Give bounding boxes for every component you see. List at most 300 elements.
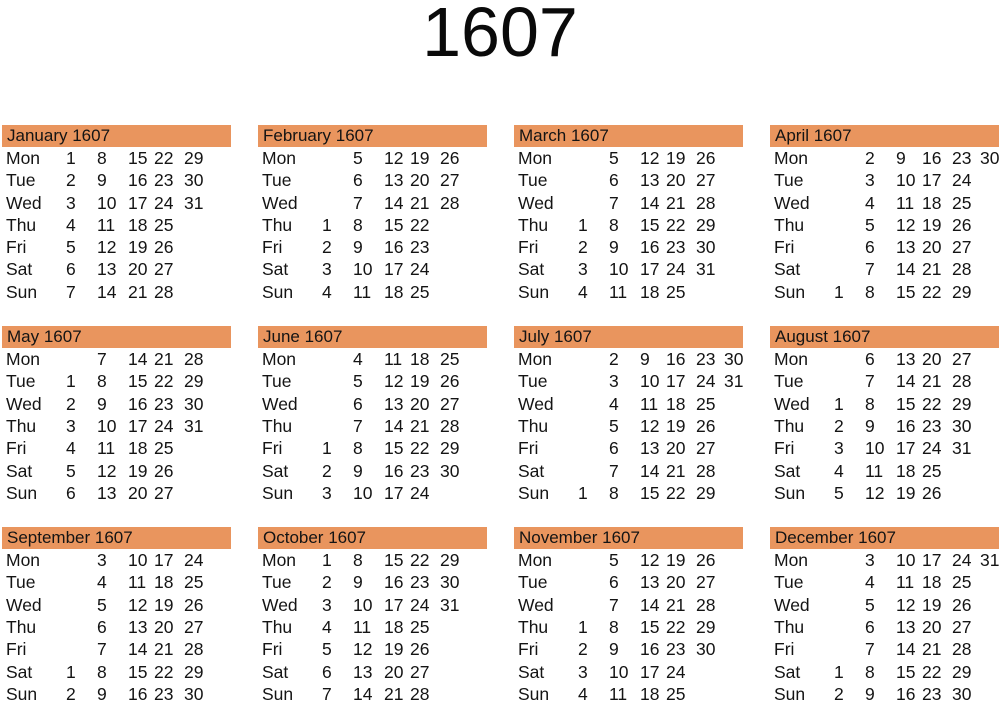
day-name-label: Wed [262,192,298,213]
week-day-row [514,616,743,638]
day-name-label: Thu [774,617,805,638]
date-cell [578,192,609,214]
date-cell [212,683,231,705]
date-cell: 2 [578,639,588,660]
week-day-row [514,460,743,482]
date-cell: 9 [353,460,363,481]
week-day-row [258,415,487,437]
date-cell: 31 [724,371,744,392]
day-name-label: Fri [518,639,539,660]
date-cell: 18 [410,349,430,370]
date-cell: 20 [922,349,942,370]
date-cell: 8 [609,482,619,503]
date-cell [980,169,999,191]
date-cell: 13 [640,572,660,593]
date-cell: 21 [666,192,686,213]
date-cell: 18 [384,617,404,638]
month-body [770,147,999,303]
date-cell: 4 [865,572,875,593]
month-header: December 1607 [770,527,999,549]
date-cell: 6 [322,661,332,682]
date-cell: 14 [97,281,117,302]
month-june [258,326,487,504]
date-cell: 29 [440,550,460,571]
date-cell: 27 [410,661,430,682]
date-cell: 22 [922,393,942,414]
date-cell: 26 [154,460,174,481]
date-cell: 12 [640,415,660,436]
date-cell: 24 [154,192,174,213]
date-cell [66,549,97,571]
date-cell [980,258,999,280]
date-cell [834,594,865,616]
date-cell: 6 [353,393,363,414]
date-cell: 12 [128,594,148,615]
date-cell: 10 [128,550,148,571]
date-cell: 15 [384,214,404,235]
day-name-label: Sun [6,281,38,302]
date-cell: 10 [609,661,629,682]
date-cell: 27 [440,393,460,414]
day-name-label: Fri [262,237,283,258]
date-cell: 3 [66,192,76,213]
date-cell [724,393,743,415]
date-cell: 17 [922,170,942,191]
month-body [258,549,487,705]
day-name-label: Mon [6,550,41,571]
date-cell: 12 [97,460,117,481]
date-cell [578,393,609,415]
date-cell: 30 [440,572,460,593]
week-day-row [2,236,231,258]
week-day-row [514,415,743,437]
date-cell: 18 [640,281,660,302]
date-cell: 14 [640,460,660,481]
date-cell: 23 [410,237,430,258]
date-cell [578,594,609,616]
date-cell: 6 [66,482,76,503]
week-day-row [770,460,999,482]
day-name-label: Sun [774,683,806,704]
date-cell: 30 [440,460,460,481]
date-cell: 4 [322,617,332,638]
day-name-label: Sun [262,281,294,302]
date-cell [980,571,999,593]
date-cell: 20 [384,661,404,682]
date-cell: 3 [322,482,332,503]
date-cell: 20 [410,170,430,191]
date-cell [724,169,743,191]
day-name-label: Sat [6,259,33,280]
week-day-row [514,594,743,616]
day-name-label: Fri [262,438,283,459]
date-cell [212,192,231,214]
date-cell: 21 [154,349,174,370]
date-cell: 29 [696,214,716,235]
date-cell: 28 [184,349,204,370]
month-january [2,125,231,303]
date-cell: 8 [865,661,875,682]
date-cell: 11 [896,192,915,213]
date-cell: 26 [440,371,460,392]
date-cell: 9 [97,170,107,191]
date-cell: 15 [384,550,404,571]
day-name-label: Tue [6,371,36,392]
date-cell: 24 [666,259,686,280]
date-cell: 20 [666,572,686,593]
date-cell [440,616,468,638]
month-header: June 1607 [258,326,487,348]
date-cell: 17 [384,594,404,615]
date-cell: 23 [922,683,942,704]
date-cell: 23 [922,415,942,436]
date-cell: 27 [952,237,972,258]
date-cell: 19 [666,148,686,168]
date-cell: 20 [128,482,148,503]
date-cell: 24 [666,661,686,682]
date-cell [322,169,353,191]
date-cell: 20 [410,393,430,414]
date-cell: 6 [609,438,619,459]
date-cell: 25 [952,572,972,593]
month-body [2,348,231,504]
week-day-row [770,147,999,169]
day-name-label: Thu [774,214,805,235]
date-cell [834,214,865,236]
date-cell [322,147,353,169]
week-day-row [2,258,231,280]
day-name-label: Wed [262,393,298,414]
date-cell: 22 [922,661,942,682]
date-cell: 2 [66,393,76,414]
date-cell: 17 [666,371,686,392]
date-cell [834,638,865,660]
month-november [514,527,743,705]
day-name-label: Wed [6,192,42,213]
week-day-row [514,370,743,392]
date-cell: 24 [410,482,430,503]
week-day-row [770,214,999,236]
week-day-row [258,393,487,415]
date-cell [980,661,999,683]
date-cell: 19 [410,148,430,168]
week-day-row [2,393,231,415]
date-cell [440,638,468,660]
date-cell [724,616,743,638]
date-cell: 16 [896,415,916,436]
day-name-label: Sun [262,683,294,704]
date-cell: 1 [578,617,588,638]
date-cell: 3 [322,259,332,280]
date-cell: 3 [609,371,619,392]
day-name-label: Thu [774,415,805,436]
date-cell: 17 [896,438,916,459]
day-name-label: Thu [262,214,293,235]
day-name-label: Sun [518,281,550,302]
date-cell [212,147,231,169]
date-cell: 26 [410,639,430,660]
date-cell [66,348,97,370]
date-cell: 7 [609,460,619,481]
day-name-label: Wed [518,393,554,414]
date-cell: 7 [353,192,363,213]
day-name-label: Fri [518,237,539,258]
date-cell: 5 [97,594,107,615]
date-cell: 2 [578,237,588,258]
date-cell [834,370,865,392]
date-cell: 5 [865,594,875,615]
date-cell: 14 [640,594,660,615]
date-cell: 10 [353,259,373,280]
date-cell [952,482,980,504]
date-cell: 14 [896,639,916,660]
date-cell: 17 [640,259,660,280]
date-cell [980,281,999,303]
week-day-row [2,661,231,683]
date-cell: 9 [609,237,619,258]
week-day-row [770,661,999,683]
week-day-row [514,393,743,415]
date-cell: 6 [353,170,363,191]
date-cell: 3 [322,594,332,615]
date-cell [212,571,231,593]
week-day-row [258,638,487,660]
day-name-label: Sun [262,482,294,503]
date-cell: 19 [922,214,942,235]
date-cell: 16 [640,639,660,660]
date-cell: 11 [865,460,884,481]
month-body [514,147,743,303]
date-cell [184,460,212,482]
date-cell: 23 [952,148,972,168]
date-cell [724,192,743,214]
date-cell: 27 [952,617,972,638]
date-cell: 21 [922,259,942,280]
date-cell: 12 [640,148,660,168]
date-cell [212,549,231,571]
date-cell [980,393,999,415]
day-name-label: Thu [262,617,293,638]
date-cell [66,616,97,638]
date-cell: 14 [128,639,148,660]
date-cell: 23 [410,460,430,481]
date-cell: 12 [640,550,660,571]
date-cell: 13 [384,170,404,191]
week-day-row [258,370,487,392]
day-name-label: Wed [518,594,554,615]
date-cell: 19 [896,482,916,503]
date-cell [724,594,743,616]
month-february [258,125,487,303]
date-cell: 12 [384,371,404,392]
date-cell: 11 [97,214,116,235]
date-cell: 8 [97,371,107,392]
date-cell: 20 [666,438,686,459]
date-cell: 26 [696,415,716,436]
week-day-row [514,147,743,169]
date-cell: 4 [578,683,588,704]
date-cell: 11 [353,617,372,638]
date-cell: 15 [128,148,148,168]
date-cell: 30 [184,170,204,191]
date-cell: 16 [896,683,916,704]
date-cell: 18 [922,572,942,593]
date-cell [724,482,743,504]
date-cell: 19 [384,639,404,660]
date-cell: 20 [922,237,942,258]
date-cell [578,549,609,571]
week-day-row [514,661,743,683]
week-day-row [770,571,999,593]
week-day-row [258,147,487,169]
date-cell: 24 [952,550,972,571]
date-cell [468,281,487,303]
date-cell [322,393,353,415]
day-name-label: Wed [6,594,42,615]
day-name-label: Sun [774,281,806,302]
date-cell: 7 [865,259,875,280]
week-day-row [2,482,231,504]
date-cell: 16 [384,460,404,481]
day-name-label: Thu [6,415,37,436]
months-grid [2,125,999,705]
week-day-row [2,460,231,482]
date-cell: 17 [922,550,942,571]
date-cell: 4 [66,438,76,459]
date-cell: 15 [128,661,148,682]
date-cell: 29 [696,617,716,638]
date-cell: 27 [440,170,460,191]
week-day-row [770,616,999,638]
week-day-row [258,571,487,593]
date-cell: 7 [865,639,875,660]
date-cell [468,482,487,504]
date-cell: 28 [440,192,460,213]
date-cell [980,616,999,638]
month-header: January 1607 [2,125,231,147]
week-day-row [514,236,743,258]
day-name-label: Fri [6,639,27,660]
date-cell: 28 [410,683,430,704]
week-day-row [770,683,999,705]
date-cell: 14 [384,415,404,436]
date-cell [212,281,231,303]
date-cell [724,571,743,593]
date-cell: 3 [865,550,875,571]
date-cell: 14 [128,349,148,370]
date-cell: 24 [184,550,204,571]
date-cell [212,236,231,258]
day-name-label: Fri [262,639,283,660]
date-cell: 3 [578,661,588,682]
date-cell: 7 [865,371,875,392]
date-cell: 16 [128,393,148,414]
date-cell: 24 [696,371,716,392]
week-day-row [2,437,231,459]
date-cell: 8 [865,393,875,414]
date-cell: 22 [922,281,942,302]
date-cell: 22 [154,371,174,392]
date-cell: 10 [609,259,629,280]
date-cell: 13 [353,661,373,682]
date-cell [724,236,743,258]
month-body [2,147,231,303]
date-cell: 13 [896,237,916,258]
date-cell: 21 [666,460,686,481]
date-cell: 19 [154,594,174,615]
date-cell [184,482,212,504]
date-cell: 29 [184,371,204,392]
date-cell: 1 [834,281,844,302]
week-day-row [2,594,231,616]
date-cell: 24 [922,438,942,459]
day-name-label: Wed [774,393,810,414]
date-cell [468,214,487,236]
date-cell: 5 [353,148,363,168]
date-cell: 28 [184,639,204,660]
date-cell: 19 [410,371,430,392]
date-cell: 22 [154,661,174,682]
date-cell: 1 [66,371,76,392]
date-cell [468,393,487,415]
week-day-row [2,214,231,236]
date-cell [578,437,609,459]
date-cell [468,638,487,660]
date-cell: 5 [609,550,619,571]
date-cell: 19 [666,415,686,436]
date-cell [212,393,231,415]
date-cell: 5 [609,415,619,436]
month-header: September 1607 [2,527,231,549]
date-cell: 14 [896,371,916,392]
date-cell [578,348,609,370]
day-name-label: Wed [518,192,554,213]
month-body [258,348,487,504]
date-cell: 3 [578,259,588,280]
date-cell: 25 [154,214,174,235]
date-cell: 19 [666,550,686,571]
month-body [2,549,231,705]
date-cell [696,661,724,683]
date-cell: 31 [184,192,204,213]
date-cell: 12 [353,639,373,660]
date-cell [212,370,231,392]
date-cell: 7 [609,192,619,213]
date-cell [468,370,487,392]
date-cell: 1 [322,214,332,235]
date-cell: 19 [128,460,148,481]
day-name-label: Sun [6,482,38,503]
date-cell: 19 [128,237,148,258]
day-name-label: Tue [774,572,804,593]
date-cell [184,437,212,459]
date-cell: 1 [578,214,588,235]
date-cell: 25 [696,393,716,414]
date-cell [468,348,487,370]
date-cell [212,437,231,459]
date-cell: 20 [666,170,686,191]
date-cell [440,236,468,258]
day-name-label: Wed [6,393,42,414]
year-title: 1607 [422,0,578,71]
date-cell: 31 [184,415,204,436]
month-body [770,549,999,705]
date-cell: 31 [696,259,716,280]
month-december [770,527,999,705]
date-cell: 30 [184,683,204,704]
date-cell: 26 [952,594,972,615]
month-header: November 1607 [514,527,743,549]
